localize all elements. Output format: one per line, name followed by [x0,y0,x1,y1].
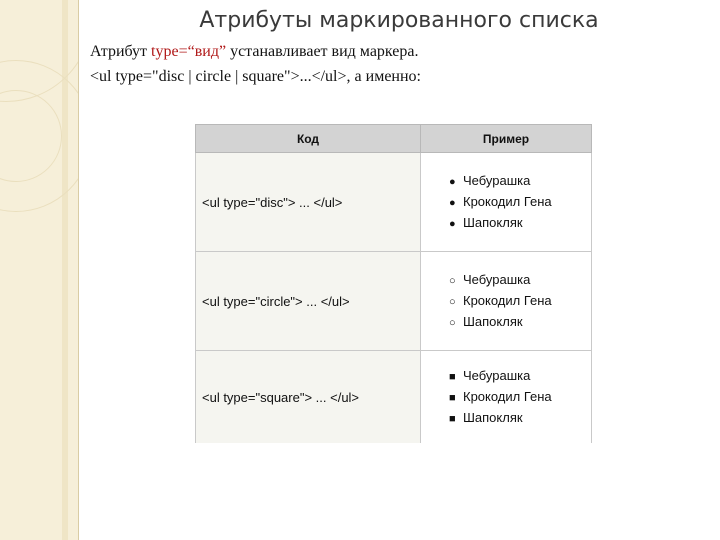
example-cell [421,351,592,444]
list-item-text: Крокодил Гена [463,292,552,308]
square-marker-icon: ■ [449,412,456,425]
list-item-text: Шапокляк [463,214,523,230]
description-line-2 [90,68,421,86]
decorative-sidebar [0,0,79,540]
list-item-text: Шапокляк [463,409,523,425]
list-item [449,366,591,387]
list-item [449,408,591,429]
attribute-name: type=“вид” [151,43,227,60]
list-item-text: Чебурашка [463,172,531,188]
description-line-1 [90,43,419,61]
list-item [449,171,591,192]
list-item [449,387,591,408]
list-item [449,291,591,312]
code-cell: <ul type="circle"> ... </ul> [196,252,421,351]
list-item-text: Крокодил Гена [463,193,552,209]
circle-marker-icon: ○ [449,295,456,308]
syntax-suffix: , а именно: [346,68,421,85]
table-header-row [196,125,592,153]
examples-table [195,124,592,443]
slide-title: Атрибуты маркированного списка [199,8,599,33]
circle-marker-icon: ○ [449,316,456,329]
disc-marker-icon: ● [449,175,456,188]
code-cell: <ul type="disc"> ... </ul> [196,153,421,252]
square-marker-icon: ■ [449,391,456,404]
list-item-text: Крокодил Гена [463,388,552,404]
example-list [449,171,591,234]
example-list [449,366,591,429]
table-row [196,252,592,351]
example-list [449,270,591,333]
table-row [196,351,592,444]
circle-marker-icon: ○ [449,274,456,287]
square-marker-icon: ■ [449,370,456,383]
header-code: Код [196,125,421,153]
list-item [449,192,591,213]
list-item [449,312,591,333]
list-item [449,213,591,234]
description-suffix: устанавливает вид маркера. [226,43,419,60]
description-prefix: Атрибут [90,43,152,60]
table-row [196,153,592,252]
disc-marker-icon: ● [449,217,456,230]
list-item-text: Шапокляк [463,313,523,329]
syntax-code: <ul type="disc | circle | square">...</ul> [90,68,347,85]
header-example: Пример [421,125,592,153]
list-item-text: Чебурашка [463,367,531,383]
list-item [449,270,591,291]
list-item-text: Чебурашка [463,271,531,287]
example-cell [421,153,592,252]
example-cell [421,252,592,351]
code-cell: <ul type="square"> ... </ul> [196,351,421,444]
disc-marker-icon: ● [449,196,456,209]
